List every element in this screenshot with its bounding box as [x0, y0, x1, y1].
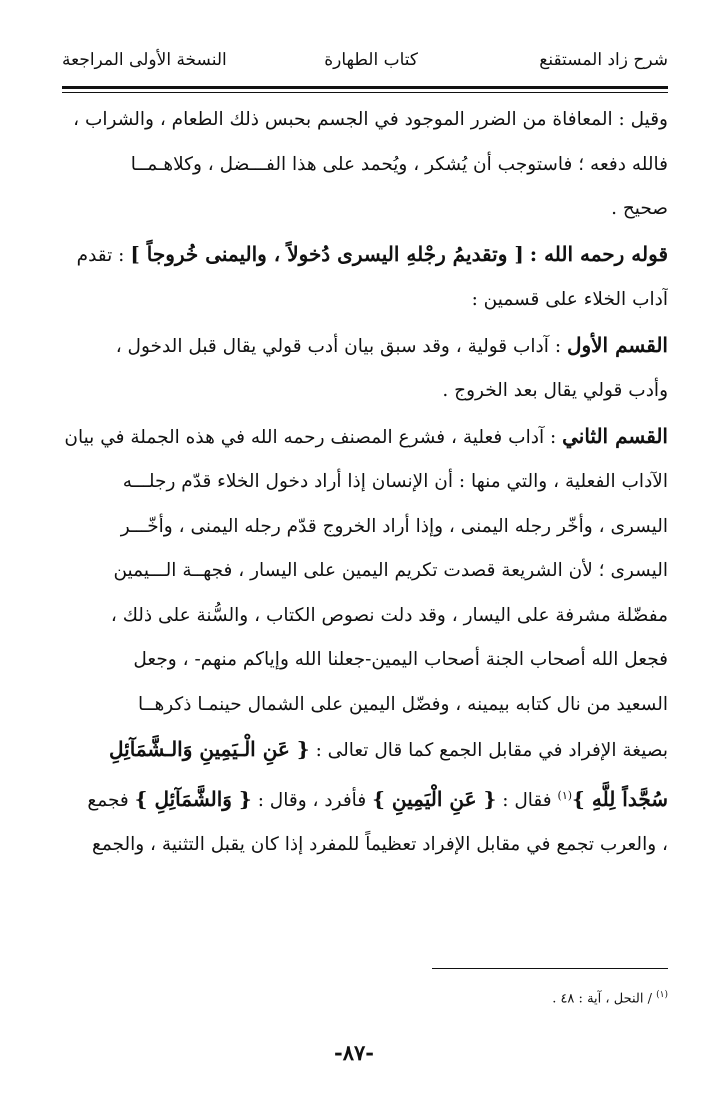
- footnote: [552, 990, 668, 1006]
- quote-lead: قوله رحمه الله :: [529, 241, 668, 266]
- body-text: [62, 98, 668, 868]
- header-book-title: شرح زاد المستقنع: [539, 50, 668, 70]
- section-one-text: : آداب قولية ، وقد سبق بيان أدب قولي يقال قبل الدخول ،: [115, 335, 562, 357]
- verse-after: فقال :: [502, 789, 552, 811]
- footnote-text: / النحل ، آية : ٤٨ .: [552, 991, 652, 1007]
- footnote-rule: [432, 968, 668, 969]
- text-line: فجعل الله أصحاب الجنة أصحاب اليمين-جعلنا الله وإياكم منهم- ، وجعل: [133, 649, 668, 670]
- text-line: السعيد من نال كتابه بيمينه ، وفضّل اليمين على الشمال حينمـا ذكرهــا: [137, 693, 668, 715]
- text-line: فالله دفعه ؛ فاستوجب أن يُشكر ، ويُحمد على هذا الفـــضل ، وكلاهـمــا: [130, 153, 668, 175]
- verse-line-1: [62, 727, 668, 774]
- header-chapter-title: كتاب الطهارة: [324, 50, 418, 70]
- section-one-label: القسم الأول: [566, 332, 668, 357]
- section-two-text: : آداب فعلية ، فشرع المصنف رحمه الله في هذه الجملة في بيان: [64, 426, 557, 448]
- footnote-ref: (١): [557, 788, 573, 802]
- text-line: صحيح .: [611, 198, 668, 219]
- text-line: مفضّلة مشرفة على اليسار ، وقد دلت نصوص الكتاب ، والسُّنة على ذلك ،: [110, 604, 668, 626]
- verse-end: فجمع: [87, 789, 129, 811]
- section-one-line: [62, 323, 668, 370]
- text-line: اليسرى ؛ لأن الشريعة قصدت تكريم اليمين على اليسار ، فجهــة الـــيمين: [113, 560, 668, 581]
- verse-word-right: { عَنِ الْيَمِينِ }: [372, 786, 497, 811]
- verse-ayah-part1: { عَنِ الْـيَمِينِ وَالـشَّمَآئِلِ: [109, 737, 310, 761]
- text-line: اليسرى ، وأخّر رجله اليمنى ، وإذا أراد الخروج قدّم رجله اليمنى ، وأخّـــر: [120, 515, 668, 537]
- text-line: الآداب الفعلية ، والتي منها : أن الإنسان إذا أراد دخول الخلاء قدّم رجلـــه: [122, 471, 668, 492]
- header-rule-thin: [62, 92, 668, 93]
- text-line: ، والعرب تجمع في مقابل الإفراد تعظيماً للمفرد إذا كان يقبل التثنية ، والجمع: [91, 834, 668, 856]
- text-line: وقيل : المعافاة من الضرر الموجود في الجسم بحبس ذلك الطعام ، والشراب ،: [73, 109, 668, 130]
- page-number: -٨٧-: [334, 1040, 374, 1065]
- section-two-line: [62, 414, 668, 461]
- verse-mid: فأفرد ، وقال :: [257, 789, 367, 811]
- header-rule-thick: [62, 86, 668, 89]
- quote-tail: : تقدم: [76, 244, 125, 266]
- header-edition: النسخة الأولى المراجعة: [62, 50, 227, 70]
- verse-word-left: { وَالشَّمَآئِلِ }: [134, 786, 252, 811]
- verse-intro: بصيغة الإفراد في مقابل الجمع كما قال تعالى :: [315, 740, 668, 761]
- text-line: وأدب قولي يقال بعد الخروج .: [442, 380, 668, 401]
- footnote-mark: (١): [656, 990, 668, 1000]
- quote-line: [62, 232, 668, 279]
- quote-text: [ وتقديمُ رجْلهِ اليسرى دُخولاً ، واليمنى خُروجاً ]: [130, 241, 524, 266]
- section-two-label: القسم الثاني: [562, 423, 668, 448]
- text-line: آداب الخلاء على قسمين :: [471, 289, 668, 310]
- running-header: [62, 42, 668, 82]
- verse-ayah-part2: سُجَّداً لِلَّهِ }: [572, 786, 668, 811]
- verse-line-2: [62, 774, 668, 824]
